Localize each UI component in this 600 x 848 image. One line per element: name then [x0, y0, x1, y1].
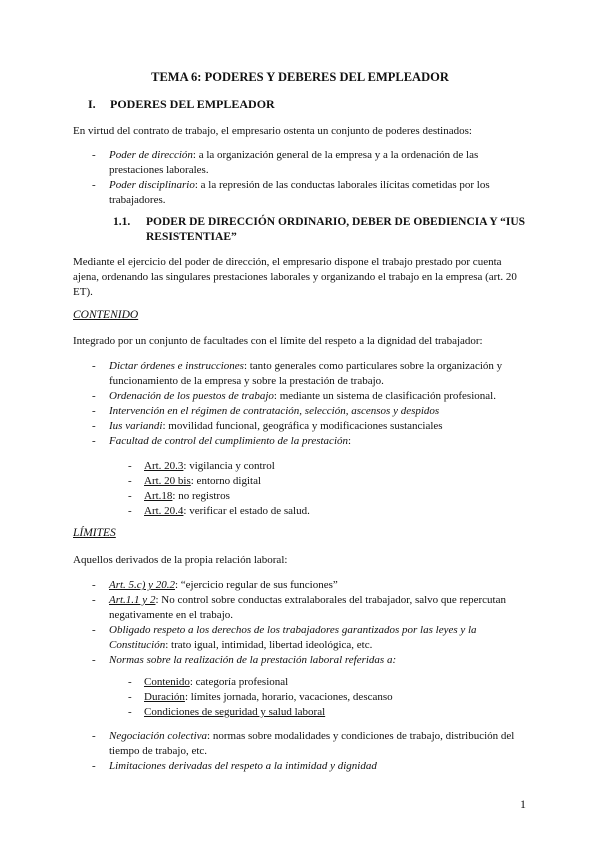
item-label: Duración	[144, 691, 185, 703]
section-heading-1-1	[113, 215, 530, 245]
list-item: - Ordenación de los puestos de trabajo: mediante un sistema de clasificación profesional.	[92, 390, 496, 402]
document-title: TEMA 6: PODERES Y DEBERES DEL EMPLEADOR	[151, 70, 449, 84]
article-link[interactable]: Art. 20 bis	[144, 475, 191, 487]
item-label: Poder de dirección	[109, 149, 193, 161]
item-label: Dictar órdenes e instrucciones	[109, 360, 244, 372]
item-text: :	[348, 435, 352, 447]
item-label: Ordenación de los puestos de trabajo	[109, 390, 274, 402]
sub-list-item: - Art.18: no registros	[128, 490, 230, 502]
sub-list-item: - Contenido: categoría profesional	[128, 676, 289, 688]
limites-heading: LÍMITES	[73, 527, 116, 539]
item-text: : a la organización general de la empresa y a la ordenación de las prestaciones laborales.	[109, 149, 479, 176]
sub-list-item: - Condiciones de seguridad y salud laboral	[128, 706, 326, 718]
item-label[interactable]: Art.1.1 y 2	[109, 594, 156, 606]
item-label: Limitaciones derivadas del respeto a la intimidad y dignidad	[109, 760, 377, 772]
article-link[interactable]: Art. 20.3	[144, 460, 184, 472]
page-number: 1	[520, 797, 526, 811]
list-item: - Negociación colectiva: normas sobre modalidades y condiciones de trabajo, distribución del tiempo de trabajo, etc.	[92, 730, 515, 757]
item-text: : categoría profesional	[189, 676, 289, 688]
item-label: Poder disciplinario	[109, 179, 195, 191]
list-item: - Poder disciplinario: a la represión de las conductas laborales ilícitas cometidas por los trabajadores.	[92, 179, 490, 206]
list-item: - Art.1.1 y 2: No control sobre conductas extralaborales del trabajador, salvo que repercutan negativamente en el trabajo.	[92, 594, 506, 621]
contenido-heading: CONTENIDO	[73, 309, 139, 321]
sub-list-item: - Art. 20 bis: entorno digital	[128, 475, 262, 487]
intro-paragraph: En virtud del contrato de trabajo, el empresario ostenta un conjunto de poderes destinados:	[73, 125, 472, 137]
section-number: I.	[88, 97, 96, 111]
item-text: : normas sobre modalidades y condiciones de trabajo, distribución del tiempo de trabajo, etc.	[109, 730, 515, 757]
item-label: Obligado respeto a los derechos de los trabajadores garantizados por las leyes y la Constitución	[109, 624, 477, 651]
section-title: PODERES DEL EMPLEADOR	[110, 97, 275, 111]
sub-list-item: - Art. 20.3: vigilancia y control	[128, 460, 275, 472]
item-text: : movilidad funcional, geográfica y modificaciones sustanciales	[162, 420, 443, 432]
item-text: : verificar el estado de salud.	[183, 505, 310, 517]
item-label: Ius variandi	[109, 420, 163, 432]
list-item: - Poder de dirección: a la organización general de la empresa y a la ordenación de las prestaciones laborales.	[92, 149, 479, 176]
item-label: Intervención en el régimen de contratación, selección, ascensos y despidos	[109, 405, 440, 417]
item-text: : tanto generales como particulares sobre la organización y funcionamiento de la empresa y sobre la prestación de trabajo.	[109, 360, 503, 387]
direction-paragraph: Mediante el ejercicio del poder de dirección, el empresario dispone el trabajo prestado por cuenta ajena, ordenando las singulares prestaciones laborales y organizando el trabajo en la empresa (art. 20 ET).	[73, 256, 517, 298]
list-item: - Obligado respeto a los derechos de los trabajadores garantizados por las leyes y la Constitución: trato igual, intimidad, libertad ideológica, etc.	[92, 624, 477, 651]
list-item: - Dictar órdenes e instrucciones: tanto generales como particulares sobre la organización y funcionamiento de la empresa y sobre la prestación de trabajo.	[92, 360, 503, 387]
sub-list-item: - Art. 20.4: verificar el estado de salud.	[128, 505, 310, 517]
item-text: : límites jornada, horario, vacaciones, descanso	[184, 691, 393, 703]
sub-list-item: - Duración: límites jornada, horario, vacaciones, descanso	[128, 691, 393, 703]
list-item: - Art. 5.c) y 20.2: “ejercicio regular de sus funciones”	[92, 579, 338, 591]
list-item: - Facultad de control del cumplimiento de la prestación:	[92, 435, 352, 447]
item-text: : a la represión de las conductas laborales ilícitas cometidas por los trabajadores.	[109, 179, 490, 206]
item-label: Negociación colectiva	[109, 730, 208, 742]
article-link[interactable]: Art.18	[144, 490, 173, 502]
list-item: - Intervención en el régimen de contratación, selección, ascensos y despidos	[92, 405, 440, 417]
contenido-intro: Integrado por un conjunto de facultades con el límite del respeto a la dignidad del trabajador:	[73, 335, 483, 347]
item-text: : vigilancia y control	[183, 460, 275, 472]
article-link[interactable]: Art. 20.4	[144, 505, 184, 517]
section-number: 1.1.	[113, 216, 131, 228]
item-label: Normas sobre la realización de la prestación laboral referidas a:	[109, 654, 397, 666]
list-item: - Normas sobre la realización de la prestación laboral referidas a:	[92, 654, 397, 666]
item-text: : mediante un sistema de clasificación profesional.	[273, 390, 496, 402]
item-label: Condiciones de seguridad y salud laboral	[144, 706, 326, 718]
item-text: : no registros	[172, 490, 230, 502]
item-label[interactable]: Art. 5.c) y 20.2	[109, 579, 175, 591]
item-text: : “ejercicio regular de sus funciones”	[174, 579, 338, 591]
item-label: Facultad de control del cumplimiento de la prestación	[109, 435, 348, 447]
section-heading-1	[88, 97, 275, 112]
section-title: PODER DE DIRECCIÓN ORDINARIO, DEBER DE OBEDIENCIA Y “IUS RESISTENTIAE”	[146, 216, 526, 243]
item-text: : No control sobre conductas extralaborales del trabajador, salvo que repercutan negativamente en el trabajo.	[109, 594, 506, 621]
item-label: Contenido	[144, 676, 190, 688]
list-item: - Ius variandi: movilidad funcional, geográfica y modificaciones sustanciales	[92, 420, 443, 432]
limites-intro: Aquellos derivados de la propia relación laboral:	[73, 554, 288, 566]
item-text: : trato igual, intimidad, libertad ideológica, etc.	[165, 639, 373, 651]
item-text: : entorno digital	[190, 475, 262, 487]
list-item: - Limitaciones derivadas del respeto a la intimidad y dignidad	[92, 760, 377, 772]
